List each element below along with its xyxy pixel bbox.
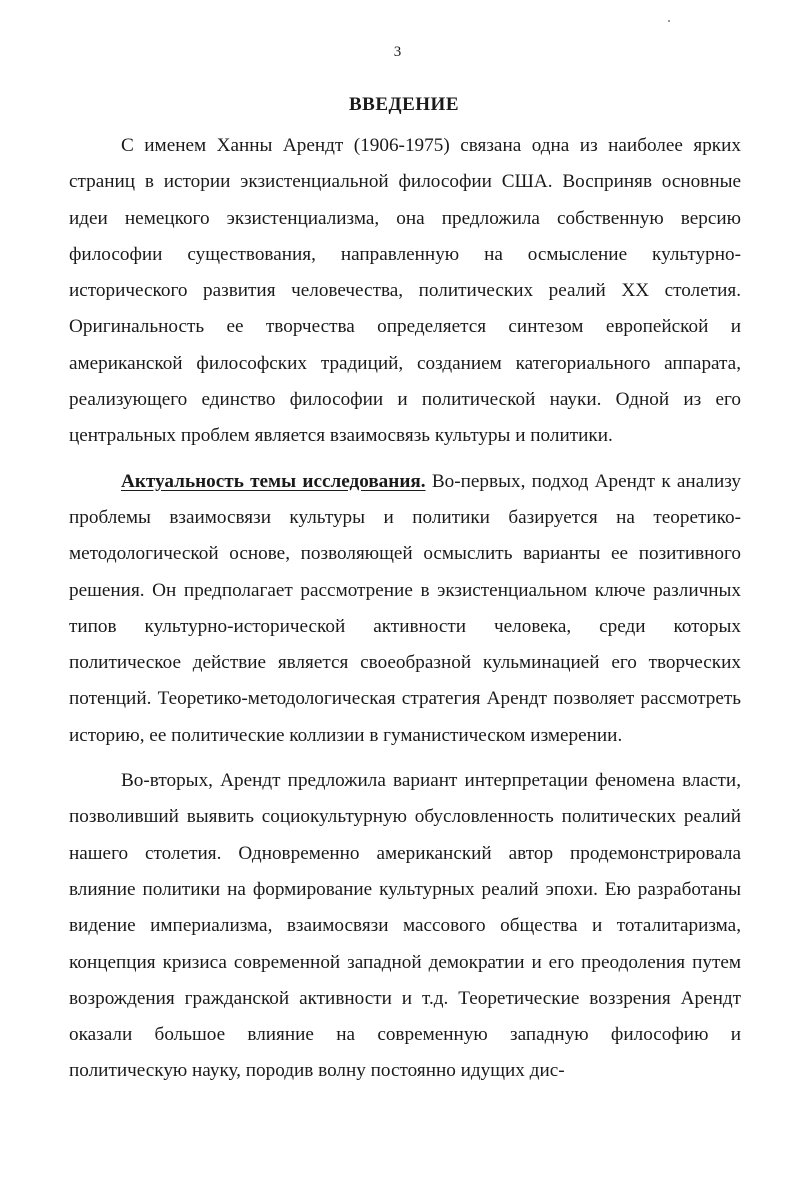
page-number: 3	[393, 44, 402, 60]
paragraph-intro-text: С именем Ханны Арендт (1906-1975) связана одна из наиболее ярких страниц в истории экзистенциальной философии США. Восприняв основные идеи немецкого экзистенциализма, она предложила собственную версию философии существования, направленную на осмысление культурно-исторического развития человечества, политических реалий XX столетия. Оригинальность ее творчества определяется синтезом европейской и американской философских традиций, созданием категориального аппарата, реализующего единство философии и политической науки. Одной из его центральных проблем является взаимосвязь культуры и политики.	[69, 135, 741, 447]
paragraph-relevance-text: Во-первых, подход Арендт к анализу проблемы взаимосвязи культуры и политики базируется на теоретико-методологической основе, позволяющей осмыслить варианты ее позитивного решения. Он предполагает рассмотрение в экзистенциальном ключе различных типов культурно-исторической активности человека, среди которых политическое действие является своеобразной кульминацией его творческих потенций. Теоретико-методологическая стратегия Арендт позволяет рассмотреть историю, ее политические коллизии в гуманистическом измерении.	[69, 470, 742, 746]
paragraph-second-text: Во-вторых, Арендт предложила вариант интерпретации феномена власти, позволивший выявить социокультурную обусловленность политических реалий нашего столетия. Одновременно американский автор продемонстрировала влияние политики на формирование культурных реалий эпохи. Ею разработаны видение империализма, взаимосвязи массового общества и тоталитаризма, концепция кризиса современной западной демократии и его преодоления путем возрождения гражданской активности и т.д. Теоретические воззрения Арендт оказали большое влияние на современную западную философию и политическую науку, породив волну постоянно идущих дис-	[69, 770, 741, 1082]
paragraph-relevance	[69, 464, 741, 754]
section-heading: ВВЕДЕНИЕ	[349, 94, 459, 115]
body-text	[69, 128, 741, 1090]
scan-speck	[668, 20, 670, 22]
paragraph-second	[69, 763, 741, 1090]
paragraph-intro	[69, 128, 741, 455]
relevance-run-in-heading: Актуальность темы исследования.	[121, 470, 426, 492]
